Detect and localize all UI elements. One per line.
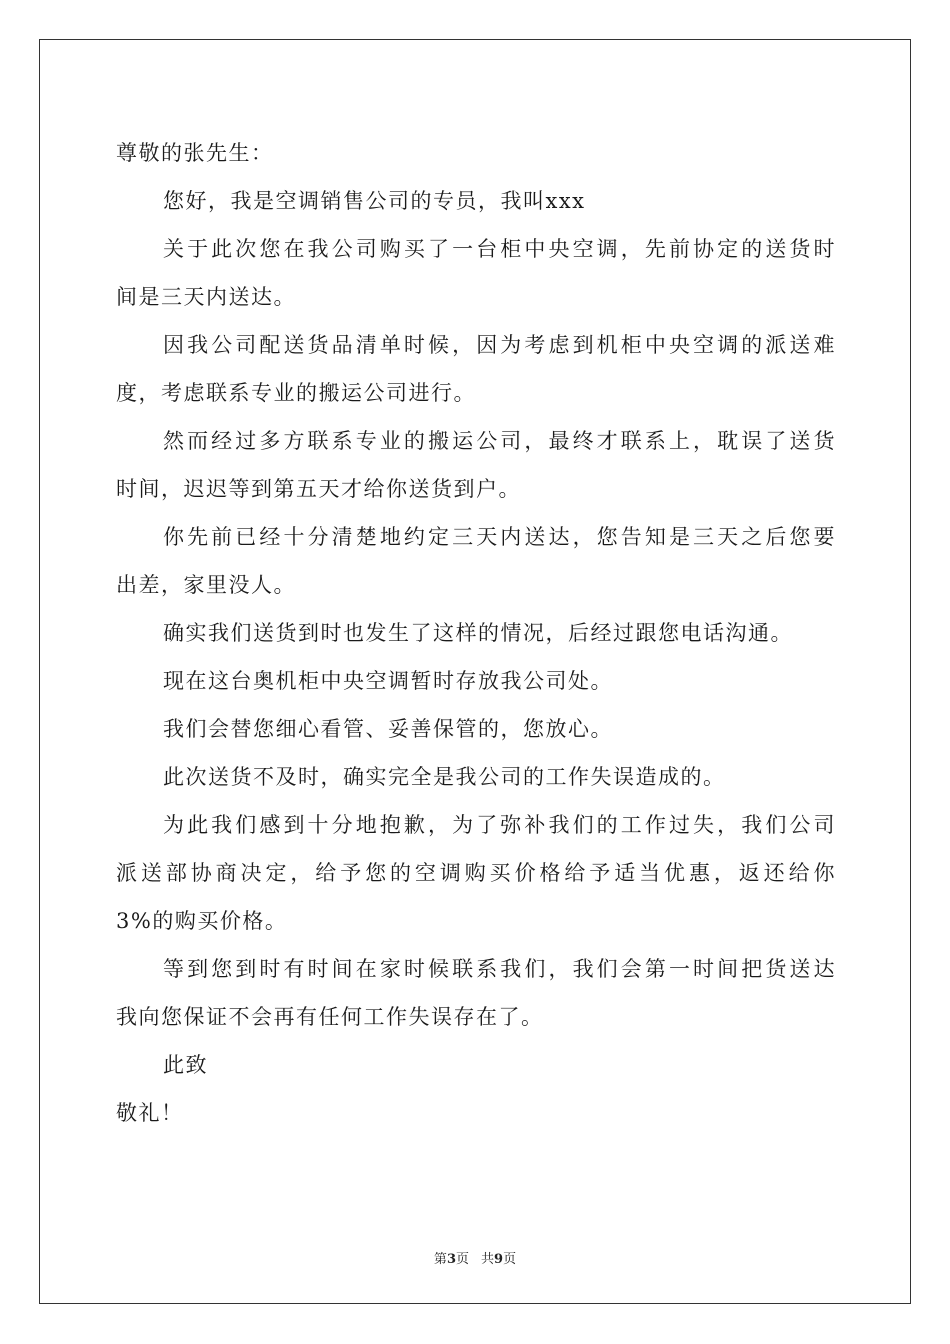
paragraph-line: 关于此次您在我公司购买了一台柜中央空调，先前协定的送货时 [163,237,836,261]
paragraph-line: 你先前已经十分清楚地约定三天内送达，您告知是三天之后您要 [163,525,836,549]
paragraph-line: 然而经过多方联系专业的搬运公司，最终才联系上，耽误了送货 [163,429,836,453]
paragraph-line: 时间，迟迟等到第五天才给你送货到户。 [116,477,521,501]
paragraph-line: 此次送货不及时，确实完全是我公司的工作失误造成的。 [163,765,726,789]
closing-regards: 敬礼！ [116,1101,184,1125]
paragraph-line: 因我公司配送货品清单时候，因为考虑到机柜中央空调的派送难 [163,333,836,357]
paragraph-line: 我向您保证不会再有任何工作失误存在了。 [116,1005,544,1029]
total-pages: 9 [494,1252,504,1267]
total-suffix: 页 [503,1252,517,1267]
paragraph-line: 我们会替您细心看管、妥善保管的，您放心。 [163,717,613,741]
paragraph-line: 出差，家里没人。 [116,573,296,597]
letter-body [116,129,836,1137]
paragraph-line: 度，考虑联系专业的搬运公司进行。 [116,381,476,405]
paragraph-line: 间是三天内送达。 [116,285,296,309]
closing-line: 此致 [163,1053,208,1077]
paragraph-line: 3%的购买价格。 [116,909,288,933]
paragraph-line: 现在这台奥机柜中央空调暂时存放我公司处。 [163,669,613,693]
page-suffix: 页 [455,1252,469,1267]
page-prefix: 第 [433,1252,447,1267]
paragraph-line: 等到您到时有时间在家时候联系我们，我们会第一时间把货送达 [163,957,836,981]
salutation: 尊敬的张先生： [116,141,274,165]
paragraph-line: 派送部协商决定，给予您的空调购买价格给予适当优惠，返还给你 [116,861,836,885]
paragraph-line: 为此我们感到十分地抱歉，为了弥补我们的工作过失，我们公司 [163,813,836,837]
page-footer [0,1248,950,1267]
greeting-paragraph: 您好，我是空调销售公司的专员，我叫xxx [163,189,586,213]
total-prefix: 共 [481,1252,495,1267]
page-number: 3 [446,1252,456,1267]
paragraph-line: 确实我们送货到时也发生了这样的情况，后经过跟您电话沟通。 [163,621,793,645]
